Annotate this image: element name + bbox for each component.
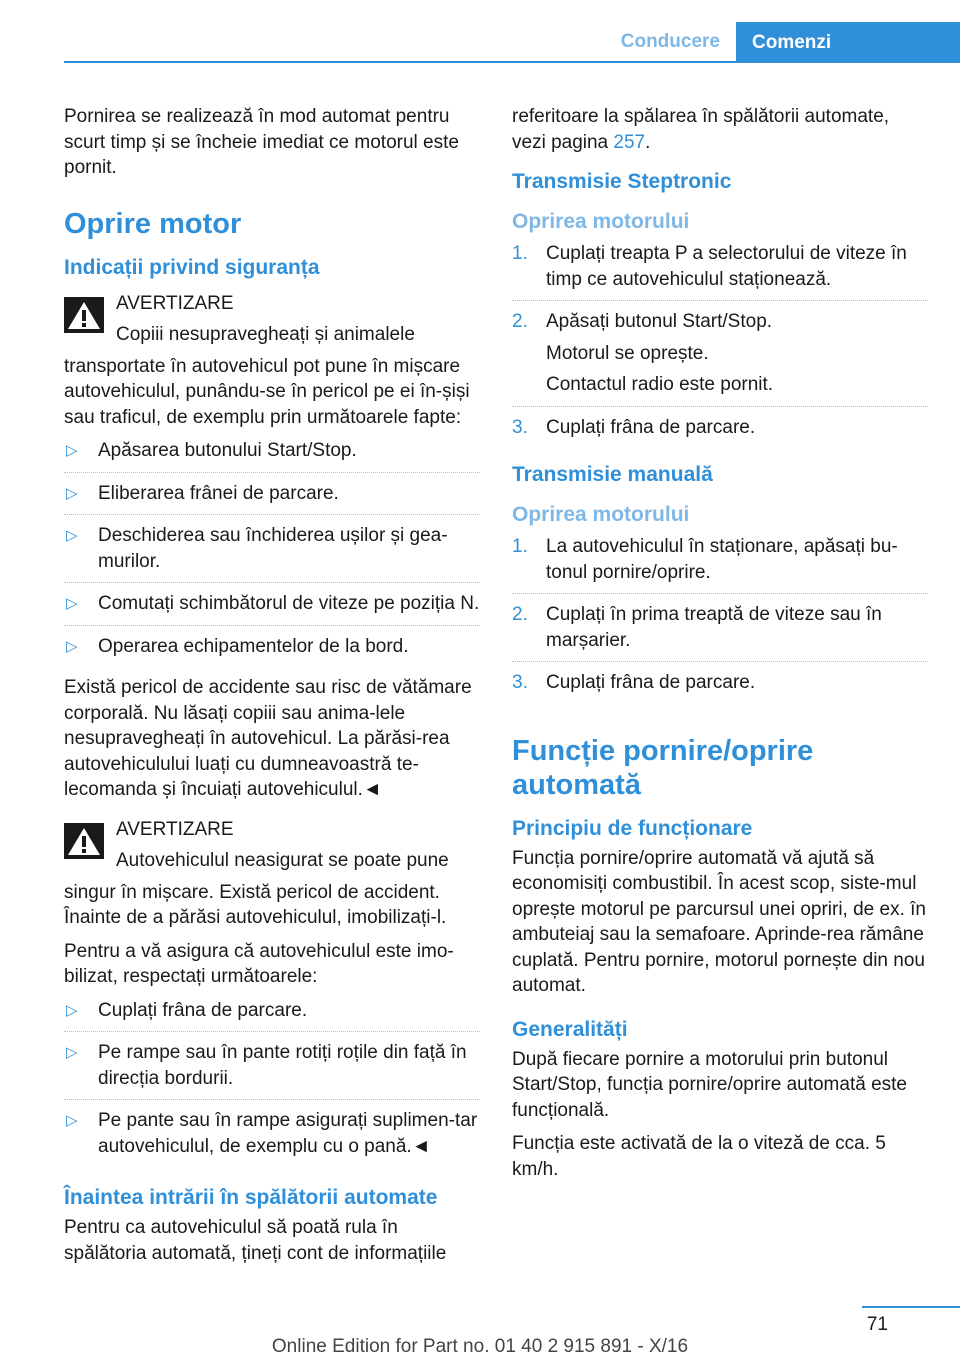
triangle-bullet-icon: ▷ <box>66 1112 78 1129</box>
step-item: 3. Cuplați frâna de parcare. <box>512 672 756 693</box>
list-item: ▷ Pe rampe sau în pante rotiți roțile din față în direcția bordurii. <box>64 1040 480 1100</box>
tab-conducere[interactable]: Conducere <box>620 31 720 52</box>
warning-text: singur în mișcare. Există pericol de accident. Înainte de a părăsi autovehiculul, imobilizați-l. <box>64 881 447 928</box>
header-rule <box>64 61 960 63</box>
step-sub-text: Contactul radio este pornit. <box>546 374 774 395</box>
heading-generalitati: Generalități <box>512 1017 628 1041</box>
step-item: 2. Apăsați butonul Start/Stop. Motorul se oprește. Contactul radio este pornit. <box>512 309 928 407</box>
tab-comenzi[interactable]: Comenzi <box>736 22 960 63</box>
step-item: 1. La autovehiculul în staționare, apăsați bu-tonul pornire/oprire. <box>512 534 928 594</box>
page-link[interactable]: 257 <box>613 131 646 153</box>
right-column <box>512 104 928 1190</box>
heading-oprirea-motorului-2: Oprirea motorului <box>512 503 690 526</box>
footer-edition: Online Edition for Part no. 01 40 2 915 891 - X/16 <box>271 1336 689 1357</box>
heading-functie-pornire-oprire: Funcție pornire/oprire automată <box>512 734 814 801</box>
list-item: ▷ Apăsarea butonului Start/Stop. <box>64 438 480 473</box>
triangle-bullet-icon: ▷ <box>66 442 78 459</box>
para-asigurare: Pentru a vă asigura că autovehiculul este imo-bilizat, respectați următoarele: <box>64 940 454 987</box>
step-item: 1. Cuplați treapta P a selectorului de viteze în timp ce autovehiculul staționează. <box>512 241 928 301</box>
left-column <box>64 104 480 1274</box>
heading-steptronic: Transmisie Steptronic <box>512 170 732 193</box>
triangle-bullet-icon: ▷ <box>66 484 78 502</box>
heading-indicatii-siguranta: Indicații privind siguranța <box>64 255 320 279</box>
warning-first-line: Copiii nesupravegheați și animalele <box>116 324 415 345</box>
step-sub-text: Motorul se oprește. <box>546 342 709 364</box>
heading-oprire-motor: Oprire motor <box>64 207 242 240</box>
warning-label: AVERTIZARE <box>116 818 234 840</box>
list-item: ▷ Pe pante sau în rampe asigurați suplimen-tar autovehiculul, de exemplu cu o pană.◄ <box>66 1110 478 1157</box>
list-item: ▷ Eliberarea frânei de parcare. <box>64 481 480 516</box>
heading-principiu: Principiu de funcționare <box>512 816 753 840</box>
heading-manuala: Transmisie manuală <box>512 463 713 486</box>
page-header <box>0 22 960 62</box>
para-generalitati-1: După fiecare pornire a motorului prin butonul Start/Stop, funcția pornire/oprire automată este funcțională. <box>512 1048 907 1121</box>
triangle-bullet-icon: ▷ <box>66 637 78 655</box>
page-number: 71 <box>866 1314 888 1335</box>
warning-first-line: Autovehiculul neasigurat se poate pune <box>116 850 449 871</box>
steps-steptronic <box>512 241 928 448</box>
list-item: ▷ Cuplați frâna de parcare. <box>64 998 480 1033</box>
warning-block-1 <box>64 291 480 431</box>
para-spalatorie: Pentru ca autovehiculul să poată rula în spălătoria automată, țineți cont de informațiile <box>64 1217 447 1264</box>
warning-triangle-icon <box>64 823 104 859</box>
intro-paragraph: Pornirea se realizează în mod automat pentru scurt timp și se încheie imediat ce motorul este pornit. <box>64 106 459 178</box>
continued-paragraph: referitoare la spălarea în spălătorii automate, vezi pagina 257. <box>512 106 890 153</box>
steps-manuala <box>512 534 928 704</box>
warning-list-1 <box>64 438 480 667</box>
para-generalitati-2: Funcția este activată de la o viteză de cca. 5 km/h. <box>512 1133 886 1180</box>
triangle-bullet-icon: ▷ <box>66 527 78 544</box>
step-item: 3. Cuplați frâna de parcare. <box>512 416 756 438</box>
list-item: ▷ Operarea echipamentelor de la bord. <box>64 634 480 668</box>
warning-list-2 <box>64 998 480 1168</box>
list-item: ▷ Deschiderea sau închiderea ușilor și gea-murilor. <box>64 523 480 583</box>
warning-consequence: Există pericol de accidente sau risc de vătămare corporală. Nu lăsați copiii sau anima-lele nesupravegheați în autovehicul. La părăsi-rea autovehiculului luați cu dumneavoastră te-lecomanda și încuiați autovehiculul.◄ <box>64 677 472 800</box>
warning-triangle-icon <box>64 297 104 333</box>
page-number-rule <box>862 1306 960 1308</box>
triangle-bullet-icon: ▷ <box>66 1044 78 1061</box>
triangle-bullet-icon: ▷ <box>66 595 78 612</box>
warning-block-2 <box>64 817 480 931</box>
list-item: ▷ Comutați schimbătorul de viteze pe poziția N. <box>64 591 480 626</box>
warning-label: AVERTIZARE <box>116 292 234 314</box>
heading-spalatorii: Înaintea intrării în spălătorii automate <box>64 1186 438 1209</box>
triangle-bullet-icon: ▷ <box>66 1001 78 1019</box>
heading-oprirea-motorului-1: Oprirea motorului <box>512 210 690 233</box>
warning-text: transportate în autovehicul pot pune în mișcare autovehiculul, punându-se în pericol pe ei în-șiși sau traficul, de exemplu prin următoarele fapte: <box>64 355 470 428</box>
para-principiu: Funcția pornire/oprire automată vă ajută să economisiți combustibil. În acest scop, siste-mul oprește motorul pe parcursul unei opriri, de ex. în ambuteiaj sau la semafoare. Aprinde-rea rămâne cuplată. Pentru pornire, motorul pornește din nou automat. <box>512 847 926 996</box>
step-item: 2. Cuplați în prima treaptă de viteze sau în marșarier. <box>512 602 928 662</box>
